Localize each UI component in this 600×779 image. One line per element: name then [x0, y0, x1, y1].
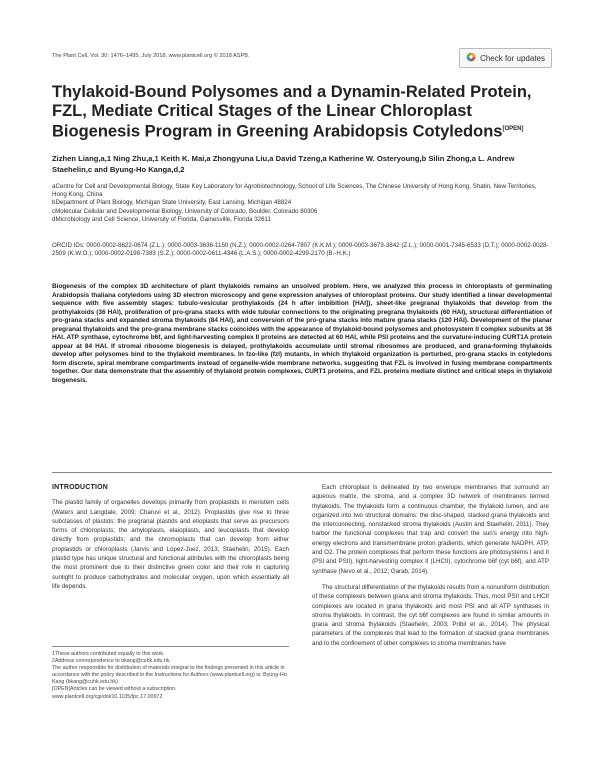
check-for-updates-button[interactable] [459, 48, 552, 68]
introduction-heading: INTRODUCTION [52, 484, 109, 491]
footnote-responsible-author: The author responsible for distribution of materials integral to the findings presented in this article in accordance with the policy described in the Instructions for Authors (www.plantcell.org) is: Byung-Ho Kang (bkang@cuhk.edu.hk). [52, 665, 287, 686]
affiliation-c: cMolecular Cellular and Developmental Biology, University of Colorado, Boulder, Colorado 80306 [52, 207, 318, 215]
author-list: Zizhen Liang,a,1 Ning Zhu,a,1 Keith K. Mai,a Zhongyuna Liu,a David Tzeng,a Katherine W. Osteryoung,b Silin Zhong,a L. Andrew Staehelin,c and Byung-Ho Kanga,d,2 [52, 154, 515, 174]
footnote-doi[interactable]: www.plantcell.org/cgi/doi/10.1105/tpc.17.00972 [52, 693, 163, 700]
affiliation-a: aCentre for Cell and Developmental Biology, State Key Laboratory for Agrobiotechnology, School of Life Sciences, The Chinese University of Hong Kong, Shatin, New Territories, Hong Kong, China [52, 183, 537, 199]
intro-paragraph-2: Each chloroplast is delineated by two envelope membranes that surround an aqueous matrix, the stroma, and a complex 3D network of membranes termed thylakoids. The thylakoids form a continuous chamber, the thylakoid lumen, and are organized into two structural domains: the disc-shaped, stacked grana thylakoids and the interconnecting, nonstacked stroma thylakoids (Austin and Staehelin, 2011). They harbor the functional complexes that trap and convert the sun's energy into high-energy electrons and transmembrane proton gradients, which generate NADPH, ATP, and O2. The protein complexes that perform these functions are photosystems I and II (PSI and PSII), light-harvesting complex II (LHCII), cytochrome b6f (cyt b6f), and ATP synthase (Nevo et al., 2012; Garab, 2014). [312, 484, 549, 575]
page-header [52, 48, 552, 68]
journal-citation: The Plant Cell, Vol. 30: 1476–1495, July 2018, www.plantcell.org © 2018 ASPB. [52, 53, 250, 59]
abstract: Biogenesis of the complex 3D architecture of plant thylakoids remains an unsolved problem. Here, we analyzed this process in chloroplasts of germinating Arabidopsis thaliana cotyledons using 3D electron microscopy and gene expression analyses of chloroplast proteins. Our study identified a linear developmental sequence with five assembly stages: tubulo-vesicular prothylakoids (24 h after imbibition [HAI]), sheet-like pregranal thylakoids that develop from the prothylakoids (36 HAI), proliferation of pro-grana stacks with wide tubular connections to the originating pregrana thylakoids (60 HAI), structural differentiation of pro-grana stacks and expanded stroma thylakoids (84 HAI), and conversion of the pro-grana stacks into mature grana stacks (120 HAI). Development of the planar pregranal thylakoids and the pro-grana membrane stacks coincides with the appearance of thylakoid-bound polysomes and photosystem II complex subunits at 36 HAI. ATP synthase, cytochrome b6f, and light-harvesting complex II proteins are detected at 60 HAI, while PSI proteins and the curvature-inducing CURT1A protein appear at 84 HAI. If stromal ribosome biogenesis is delayed, prothylakoids accumulate until stromal ribosomes are produced, and grana-forming thylakoids develop after polysomes bind to the thylakoid membranes. In fzo-like (fzl) mutants, in which thylakoid organization is perturbed, pro-grana stacks in cotyledons form discrete, spiral membrane compartments instead of organelle-wide membrane networks, suggesting that FZL is involved in fusing membrane compartments together. Our data demonstrate that the assembly of thylakoid protein complexes, CURT1 proteins, and FZL proteins mediate distinct and critical steps in thylakoid biogenesis. [52, 283, 552, 385]
intro-paragraph-3: The structural differentiation of the thylakoids results from a nonuniform distribution of these complexes between grana and stroma thylakoids. Thus, most PSII and LHCII complexes are located in grana thylakoids and most PSI and all ATP synthases in stroma thylakoids. In contrast, the cyt b6f complexes are found in similar amounts in grana and stroma thylakoids (Staehelin, 2003; Pribil et al., 2014). The physical parameters of the complexes that lead to the formation of stacked grana membranes and to the confinement of other complexes to stroma membranes have [312, 583, 549, 647]
right-column [312, 483, 549, 648]
affiliation-d: dMicrobiology and Cell Science, University of Florida, Gainesville, Florida 32611 [52, 215, 271, 223]
affiliation-b: bDepartment of Plant Biology, Michigan State University, East Lansing, Michigan 48824 [52, 199, 292, 207]
affiliations [52, 183, 552, 224]
section-divider [52, 472, 552, 473]
article-title [52, 83, 552, 141]
orcid-ids: ORCID IDs: 0000-0002-8622-0674 (Z.L.); 0000-0003-3636-1150 (N.Z.); 0000-0002-0264-7807 (K.K.M.); 0000-0003-3679-3842 (Z.L.); 0000-0001-7345-6533 (D.T.); 0000-0002-0028-2509 (K.W.O.); 0000-0002-0198-7383 (S.Z.); 0000-0002-0611-4346 (L.A.S.); 0000-0002-4299-2170 (B.-H.K.) [52, 242, 549, 258]
footnote-divider [52, 646, 289, 647]
left-column [52, 483, 289, 591]
check-updates-icon [466, 49, 476, 67]
check-updates-label: Check for updates [480, 53, 545, 63]
open-access-marker: [OPEN] [502, 126, 524, 133]
footnotes [52, 651, 289, 701]
footnote-equal-contribution: 1These authors contributed equally to this work. [52, 651, 165, 657]
footnote-open-access: [OPEN]Articles can be viewed without a subscription. [52, 686, 177, 693]
footnote-correspondence: 2Address correspondence to bkang@cuhk.edu.hk. [52, 658, 172, 665]
intro-paragraph-1: The plastid family of organelles develops primarily from proplastids in meristem cells (Waters and Langdale, 2009; Charuvi et al., 2012). Proplastids give rise to three subclasses of plastids: the pregranal plastids and etioplasts that serve as precursors forms of chloroplasts; the amyloplasts, elaioplasts, and leucoplasts that develop directly from proplastids; and the chromoplasts that can develop from either proplastids or chloroplasts (Jarvis and López-Juez, 2013; Staehelin, 2015). Each plastid type has unique structural and functional attributes with the chloroplasts being the most prominent due to their distinctive green color and their role in capturing sunlight to produce carbohydrates and molecular oxygen, upon which essentially all life depends. [52, 499, 289, 590]
title-text: Thylakoid-Bound Polysomes and a Dynamin-Related Protein, FZL, Mediate Critical Stages of the Linear Chloroplast Biogenesis Program in Greening Arabidopsis Cotyledons [52, 83, 532, 141]
